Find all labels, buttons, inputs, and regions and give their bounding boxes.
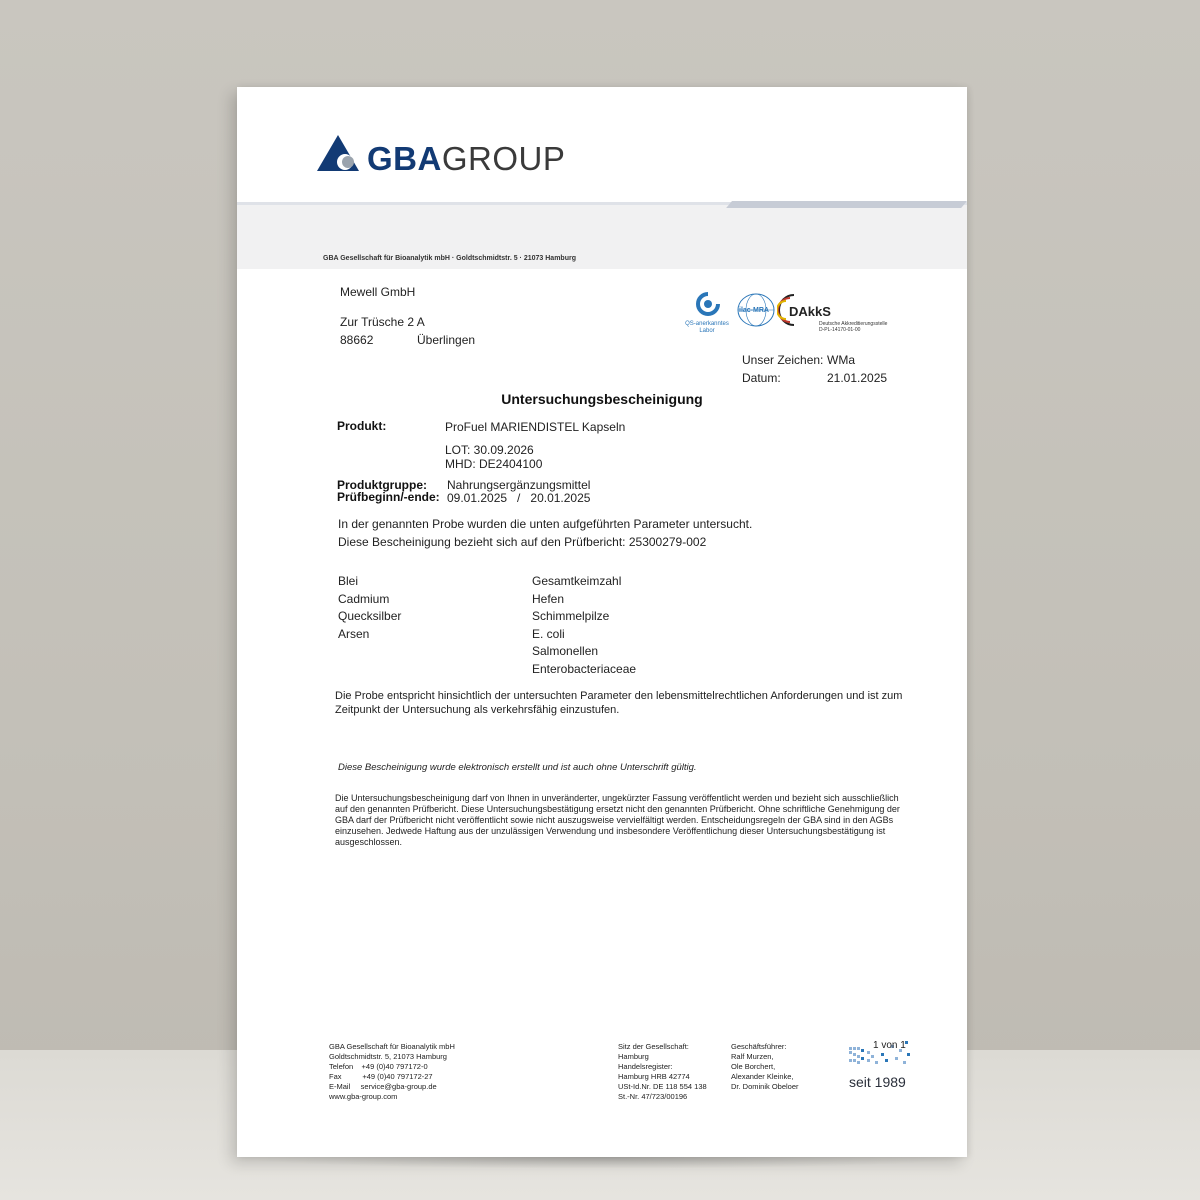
parameter-item: Hefen — [532, 591, 565, 606]
footer-register — [618, 1042, 728, 1102]
parameters-left — [338, 573, 401, 643]
product-label: Produkt: — [337, 419, 387, 433]
brand-name-bold: GBA — [367, 140, 442, 177]
brand-name — [367, 139, 565, 179]
since-year: seit 1989 — [849, 1074, 906, 1090]
conclusion-text: Die Probe entspricht hinsichtlich der untersuchten Parameter den lebensmittelrechtlichen Anforderungen und ist zum Zeitpunkt der Untersuchung als verkehrsfähig einzustufen. — [335, 690, 903, 716]
test-period-label: Prüfbeginn/-ende: — [337, 490, 440, 504]
test-period-value: 09.01.2025 / 20.01.2025 — [447, 491, 591, 505]
recipient-zip: 88662 — [340, 333, 374, 347]
document-title: Untersuchungsbescheinigung — [501, 391, 703, 407]
document-sheet — [237, 87, 967, 1157]
footer-line: Telefon +49 (0)40 797172-0 — [329, 1062, 428, 1071]
qs-label: QS-anerkanntes Labor — [685, 321, 729, 334]
footer-line: Alexander Kleinke, — [731, 1072, 794, 1081]
footer-line: GBA Gesellschaft für Bioanalytik mbH — [329, 1042, 455, 1051]
product-group-label: Produktgruppe: — [337, 478, 427, 492]
footer-line: Hamburg HRB 42774 — [618, 1072, 690, 1081]
footer-line: Fax +49 (0)40 797172-27 — [329, 1072, 433, 1081]
recipient-city: Überlingen — [417, 333, 476, 347]
footer-line: Geschäftsführer: — [731, 1042, 787, 1051]
intro-line-2: Diese Bescheinigung bezieht sich auf den Prüfbericht: 25300279-002 — [338, 535, 707, 549]
gba-logo-icon — [317, 135, 363, 175]
parameters-right — [532, 573, 636, 678]
certification-logos — [677, 291, 897, 341]
parameter-item: Arsen — [338, 626, 370, 641]
parameter-item: E. coli — [532, 626, 565, 641]
parameter-item: Quecksilber — [338, 609, 402, 623]
parameter-item: Schimmelpilze — [532, 609, 610, 623]
product-lot: LOT: 30.09.2026 — [445, 443, 534, 457]
footer-management — [731, 1042, 831, 1092]
parameter-item: Cadmium — [338, 591, 390, 606]
footer-line: St.-Nr. 47/723/00196 — [618, 1092, 688, 1101]
ilac-label: ilac-MRA — [739, 307, 769, 314]
footer-line: Dr. Dominik Obeloer — [731, 1082, 799, 1091]
product-group-value: Nahrungsergänzungsmittel — [447, 478, 591, 492]
product-value: ProFuel MARIENDISTEL Kapseln — [445, 420, 626, 434]
footer-line: Hamburg — [618, 1052, 649, 1061]
footer-line: Ole Borchert, — [731, 1062, 776, 1071]
date-label: Datum: — [742, 371, 781, 385]
footer-company — [329, 1042, 499, 1102]
parameter-item: Enterobacteriaceae — [532, 661, 637, 676]
product-mhd: MHD: DE2404100 — [445, 457, 543, 471]
footer-line: Sitz der Gesellschaft: — [618, 1042, 689, 1051]
sender-line: GBA Gesellschaft für Bioanalytik mbH · Goldtschmidtstr. 5 · 21073 Hamburg — [323, 255, 576, 262]
footer-line: Handelsregister: — [618, 1062, 673, 1071]
dakks-subtitle: Deutsche Akkreditierungsstelle D-PL-14170-01-00 — [819, 321, 888, 333]
recipient-street: Zur Trüsche 2 A — [340, 315, 425, 329]
recipient-company: Mewell GmbH — [340, 285, 416, 299]
qs-icon — [695, 291, 721, 319]
parameter-item: Gesamtkeimzahl — [532, 574, 622, 588]
reference-label: Unser Zeichen: — [742, 353, 824, 367]
reference-value: WMa — [827, 353, 855, 367]
footer-line: www.gba-group.com — [329, 1092, 398, 1101]
footer-line: Goldtschmidtstr. 5, 21073 Hamburg — [329, 1052, 447, 1061]
parameter-item: Salmonellen — [532, 644, 599, 658]
page-count: 1 von 1 — [873, 1040, 906, 1051]
footer-line: E-Mail service@gba-group.de — [329, 1082, 437, 1091]
disclaimer-text: Die Untersuchungsbescheinigung darf von Ihnen in unveränderter, ungekürzter Fassung veröffentlicht werden und bezieht sich ausschließlich auf den genannten Prüfbericht. Diese Untersuchungsbestätigung ersetzt nicht den genannten Prüfbericht. Ohne schriftliche Genehmigung der GBA darf der Prüfbericht nicht veröffentlicht sowie nicht auszugsweise vervielfältigt werden. Entscheidungsregeln der GBA sind in den AGBs einzusehen. Jedwede Haftung aus der unzulässigen Verwendung und insbesondere Veröffentlichung dieser Untersuchungsbestätigung ist ausgeschlossen. — [335, 793, 900, 847]
footer-line: Ralf Murzen, — [731, 1052, 774, 1061]
brand-name-regular: GROUP — [441, 140, 566, 177]
electronic-note: Diese Bescheinigung wurde elektronisch erstellt und ist auch ohne Unterschrift gültig. — [338, 762, 697, 773]
dakks-label: DAkkS — [789, 304, 831, 319]
header-accent — [726, 201, 967, 208]
intro-line-1: In der genannten Probe wurden die unten aufgeführten Parameter untersucht. — [338, 517, 753, 531]
date-value: 21.01.2025 — [827, 371, 888, 385]
footer-line: USt-Id.Nr. DE 118 554 138 — [618, 1082, 707, 1091]
parameter-item: Blei — [338, 574, 359, 588]
